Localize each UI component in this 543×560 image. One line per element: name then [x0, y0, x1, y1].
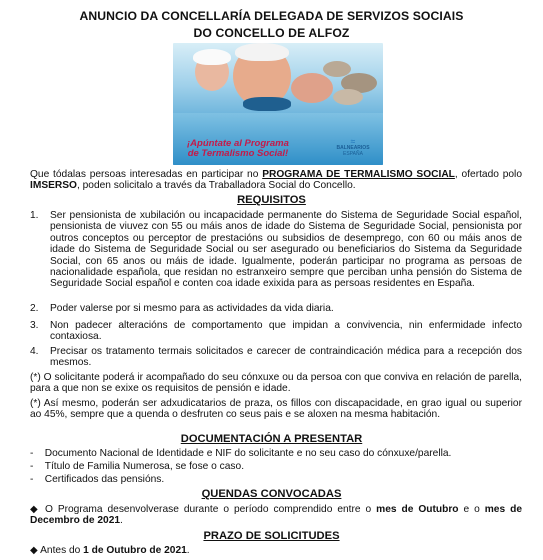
- documentacion-heading: DOCUMENTACIÓN A PRESENTAR: [180, 433, 363, 445]
- requisito-item: Non padecer alteracións de comportamento que impidan a convivencia, nin enfermidade infecto contaxiosa.: [50, 320, 522, 343]
- imserso-label: IMSERSO: [30, 180, 77, 192]
- requisito-note: (*) Así mesmo, poderán ser adxudicatarios de praza, os fillos con discapacidade, en grao igual ou superior ao 45%, sempre que a quenda o desfruten co seus pais e se aloxen na mesma habitación.: [30, 398, 522, 421]
- intro-paragraph: Que tódalas persoas interesadas en participar no PROGRAMA DE TERMALISMO SOCIAL, ofertado polo IMSERSO, poden solicitalo a través da Traballadora Social do Concello.: [30, 169, 522, 192]
- requisito-number: 4.: [30, 346, 39, 357]
- requisito-number: 3.: [30, 320, 39, 331]
- quendas-heading: QUENDAS CONVOCADAS: [201, 488, 342, 500]
- requisito-number: 2.: [30, 303, 39, 314]
- thermal-program-banner: [173, 43, 383, 165]
- balnearios-logo: ≈ BALNEARIOS ESPAÑA: [336, 137, 370, 157]
- program-name: PROGRAMA DE TERMALISMO SOCIAL: [262, 169, 455, 180]
- requisito-item: Ser pensionista de xubilación ou incapacidade permanente do Sistema de Seguridade Social español, pensionista de viuvez con 55 ou máis anos de idade do Sistema de Seguridade Social, pensionista por outros conceptos ou perceptor de prestacións ou subsidios de desemprego, con 60 ou máis anos de idade do Sistema de Seguridade Social ou ser asegurado ou beneficiarios do Sistema da Seguridade Social, con 65 anos ou máis de idade. Igualmente, poderán participar no programa as persoas de nacionalidade española, que residan no estranxeiro sempre que perciban unha pensión do Sistema de Seguridade Social español e conten coa idade exixida para as persoas residentes en España.: [50, 210, 522, 290]
- requisitos-heading: REQUISITOS: [237, 194, 306, 206]
- requisito-number: 1.: [30, 210, 39, 221]
- document-title-line2: DO CONCELLO DE ALFOZ: [193, 26, 350, 40]
- banner-slogan: ¡Apúntate al Programa de Termalismo Social!: [187, 138, 289, 159]
- quendas-text: ◆ O Programa desenvolverase durante o período comprendido entre o mes de Outubro e o mes de Decembro de 2021.: [30, 504, 522, 527]
- requisito-item: Precisar os tratamento termais solicitados e carecer de contraindicación médica para a recepción dos mesmos.: [50, 346, 522, 369]
- diamond-bullet-icon: ◆: [30, 504, 40, 515]
- requisito-item: Poder valerse por si mesmo para as actividades da vida diaria.: [50, 303, 334, 314]
- prazo-text: ◆ Antes do 1 de Outubro de 2021.: [30, 545, 190, 556]
- woman-floating: [291, 73, 333, 103]
- document-title-line1: ANUNCIO DA CONCELLARÍA DELEGADA DE SERVIZOS SOCIAIS: [79, 9, 464, 23]
- document-item: - Documento Nacional de Identidade e NIF do solicitante e no seu caso do cónxuxe/parella.: [30, 448, 452, 459]
- requisito-note: (*) O solicitante poderá ir acompañado do seu cónxuxe ou da persoa con que conviva en relación de parella, para a que non se exixe os requisitos de pensión e idade.: [30, 372, 522, 395]
- document-item: - Título de Familia Numerosa, se fose o caso.: [30, 461, 245, 472]
- diamond-bullet-icon: ◆: [30, 545, 38, 556]
- prazo-heading: PRAZO DE SOLICITUDES: [203, 530, 340, 542]
- document-item: - Certificados das pensións.: [30, 474, 165, 485]
